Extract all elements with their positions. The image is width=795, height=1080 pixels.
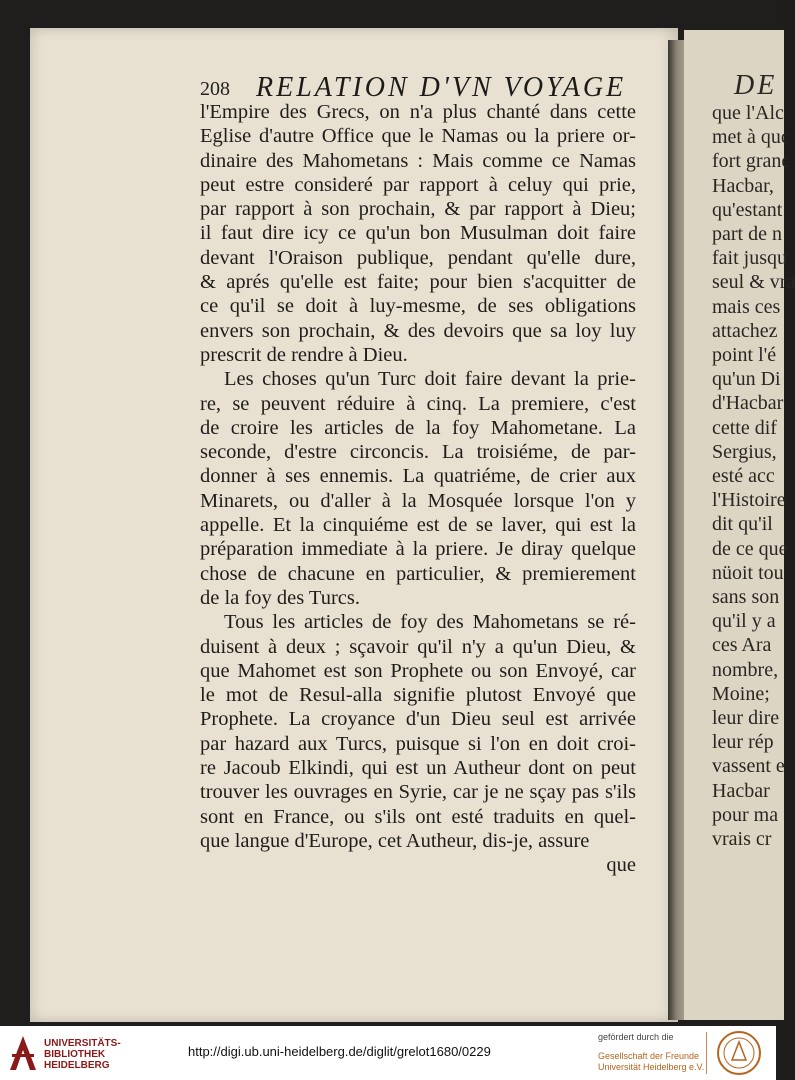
facing-text-line: de ce que [712, 537, 788, 560]
text-line: l'Empire des Grecs, on n'a plus chanté dans cette [200, 101, 636, 123]
facing-page [684, 30, 795, 1020]
library-name: UNIVERSITÄTS- BIBLIOTHEK HEIDELBERG [44, 1038, 121, 1071]
university-seal-icon [716, 1030, 762, 1076]
text-line: Tous les articles de foy des Mahometans se ré- [224, 611, 636, 634]
facing-text-line: Sergius, [712, 440, 777, 463]
facing-running-head: DE [734, 70, 778, 101]
facing-text-line: qu'estant [712, 198, 783, 221]
text-line: il faut dire icy ce qu'un bon Musulman doit faire [200, 222, 636, 245]
permalink-url[interactable]: http://digi.ub.uni-heidelberg.de/diglit/grelot1680/0229 [188, 1044, 491, 1059]
facing-text-line: seul & vra [712, 271, 795, 294]
facing-text-line: leur rép [712, 731, 774, 754]
text-line: trouver les ouvrages en Syrie, car je ne sçay pas s'ils [200, 781, 636, 804]
text-line: Minarets, ou d'aller à la Mosquée lorsque l'on y [200, 489, 636, 512]
viewer-footer [0, 1026, 776, 1080]
text-line: dinaire des Mahometans : Mais comme ce Namas [200, 149, 636, 172]
facing-text-line: met à quc [712, 126, 790, 149]
text-line: Eglise d'autre Office que le Namas ou la priere or- [200, 125, 636, 148]
facing-text-line: sans son [712, 586, 780, 608]
facing-text-line: vassent e [712, 755, 785, 778]
text-line: que Mahomet est son Prophete ou son Envoyé, car [200, 659, 636, 682]
footer-divider [706, 1032, 707, 1074]
text-line: que langue d'Europe, cet Autheur, dis-je, assure [200, 829, 590, 852]
text-line: Prophete. La croyance d'un Dieu seul est arrivée [200, 708, 636, 731]
facing-text-line: Hacbar [712, 779, 770, 802]
text-line: préparation immediate à la priere. Je diray quelque [200, 538, 636, 561]
text-line: de la foy des Turcs. [200, 586, 361, 609]
facing-text-line: attachez [712, 319, 778, 342]
facing-text-line: qu'il y a [712, 610, 776, 633]
text-line: devant l'Oraison publique, pendant qu'elle dure, [200, 246, 636, 269]
text-line: envers son prochain, & des devoirs que sa loy luy [200, 319, 636, 342]
text-line: par hazard aux Turcs, puisque si l'on en doit croi- [200, 732, 636, 755]
facing-text-line: Moine; [712, 682, 770, 705]
text-line: seconde, d'estre circoncis. La troisiéme, de par- [200, 441, 636, 464]
body-text [200, 100, 636, 878]
text-line: appelle. Et la cinquiéme est de se laver, qui est la [200, 514, 636, 537]
facing-text-line: que l'Alc [712, 102, 784, 124]
library-logo-icon [8, 1034, 38, 1072]
facing-text-line: pour ma [712, 803, 779, 826]
facing-text-line: ces Ara [712, 634, 772, 657]
facing-text-line: l'Histoire [712, 489, 786, 512]
text-line: sont en France, ou s'ils ont esté traduits en quel- [200, 805, 636, 828]
text-line: peut estre consideré par rapport à celuy qui prie, [200, 173, 636, 196]
facing-text-line: mais ces [712, 295, 781, 318]
text-line: re Jacoub Elkindi, qui est un Autheur dont on peut [200, 757, 636, 780]
facing-text-line: cette dif [712, 416, 777, 439]
facing-text-line: dit qu'il [712, 513, 773, 536]
facing-text-line: nombre, [712, 658, 779, 681]
text-line: & aprés qu'elle est faite; pour bien s'acquitter de [200, 271, 636, 294]
facing-text-line: fait jusqu [712, 247, 787, 270]
text-line: re, se peuvent réduire à cinq. La premiere, c'est [200, 392, 636, 415]
text-line: le mot de Resul-alla signifie plutost Envoyé que [200, 684, 636, 707]
facing-text-line: part de n [712, 223, 782, 245]
text-line: Les choses qu'un Turc doit faire devant la prie- [224, 368, 636, 391]
text-line: duisent à deux ; sçavoir qu'il n'y a qu'un Dieu, & [200, 635, 636, 658]
text-line: de croire les articles de la foy Mahometane. La [200, 416, 636, 439]
running-head: RELATION D'VN VOYAGE [256, 72, 627, 103]
facing-text-line: Hacbar, [712, 174, 774, 197]
page-number: 208 [200, 78, 230, 100]
facing-text-line: point l'é [712, 344, 777, 366]
text-line: ce qu'il se doit à luy-mesme, de ses obligations [200, 295, 636, 318]
facing-text-line: vrais cr [712, 828, 772, 850]
facing-text-line: esté acc [712, 465, 775, 487]
facing-text-line: fort granc [712, 150, 791, 173]
facing-text-line: qu'un Di [712, 368, 781, 391]
text-line: prescrit de rendre à Dieu. [200, 343, 408, 366]
text-line: chose de chacune en particulier, & premierement [200, 562, 636, 585]
text-line: donner à ses ennemis. La quatriéme, de crier aux [200, 465, 636, 488]
sponsor-credit: gefördert durch die Gesellschaft der Freunde Universität Heidelberg e.V. [598, 1032, 705, 1072]
facing-text-line: d'Hacbar [712, 392, 784, 415]
facing-text-line: nüoit tou [712, 561, 784, 584]
facing-text-line: leur dire [712, 707, 780, 729]
text-line: par rapport à son prochain, & par rapport à Dieu; [200, 198, 636, 221]
catchword: que [606, 854, 636, 877]
